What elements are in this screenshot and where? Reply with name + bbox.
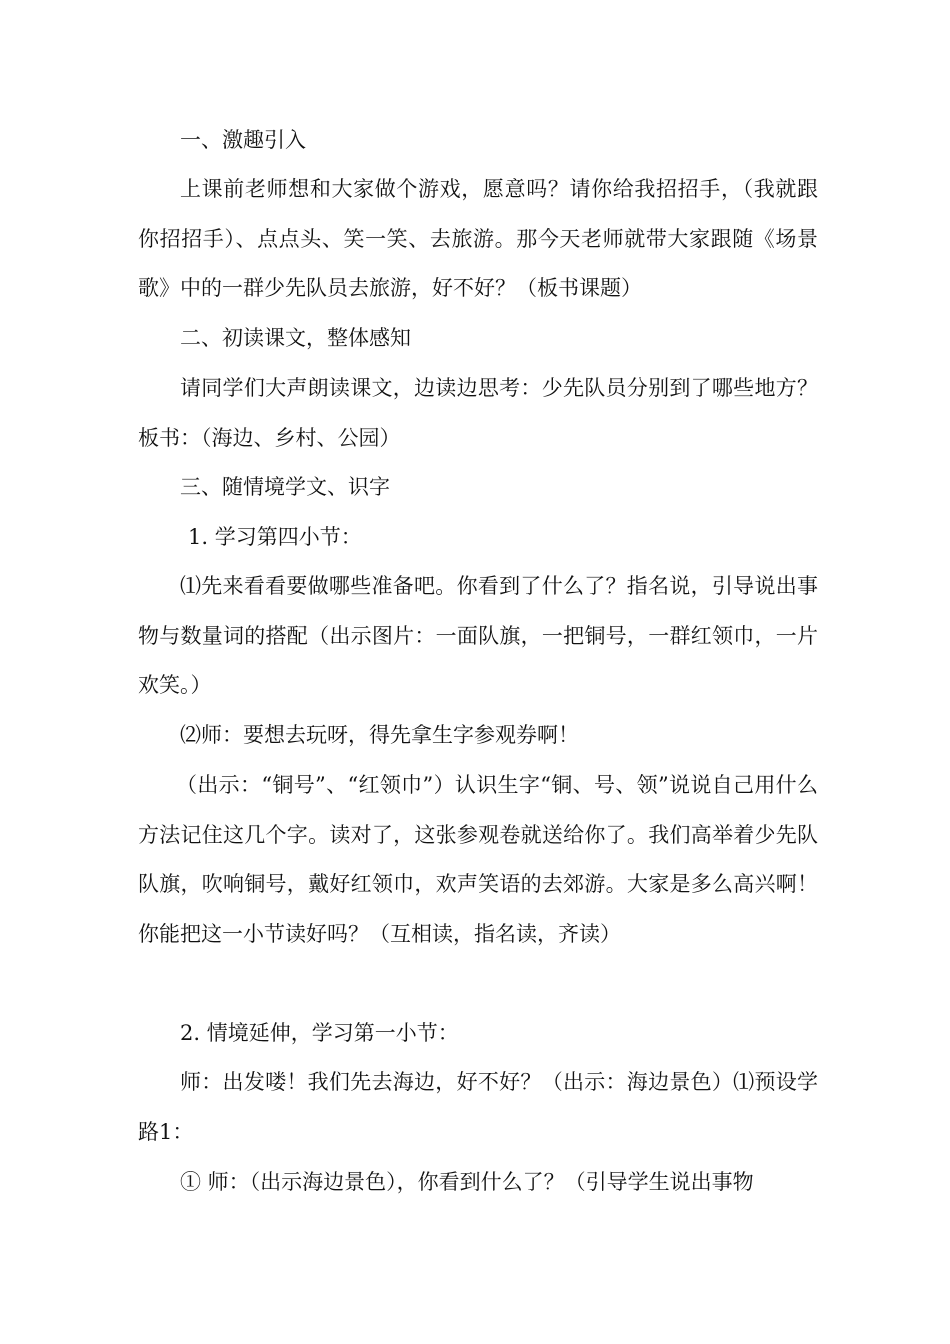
- paragraph-recognize-characters: （出示：“铜号”、“红领巾”）认识生字“铜、号、领”说说自己用什么方法记住这几个字。读对了，这张参观卷就送给你了。我们高举着少先队队旗，吹响铜号，戴好红领巾，欢声笑语的去郊游。大家是多么高兴啊！你能把这一小节读好吗？（互相读，指名读，齐读）: [138, 773, 818, 946]
- paragraph-seaside: 师：出发喽！我们先去海边，好不好？（出示：海边景色）⑴预设学路1：: [138, 1070, 818, 1144]
- subsection-heading-1: 1. 学习第四小节：: [188, 525, 362, 549]
- paragraph-step-2: ⑵师：要想去玩呀，得先拿生字参观券啊！: [180, 723, 579, 747]
- paragraph-step-1: ⑴先来看看要做哪些准备吧。你看到了什么了？指名说，引导说出事物与数量词的搭配（出示图片：一面队旗，一把铜号，一群红领巾，一片欢笑。）: [138, 574, 818, 697]
- paragraph-intro-game: 上课前老师想和大家做个游戏，愿意吗？请你给我招招手，（我就跟你招招手）、点点头、笑一笑、去旅游。那今天老师就带大家跟随《场景歌》中的一群少先队员去旅游，好不好？（板书课题）: [138, 177, 818, 300]
- section-heading-2: 二、初读课文，整体感知: [180, 326, 411, 350]
- subsection-heading-2: 2. 情境延伸，学习第一小节：: [180, 1021, 459, 1045]
- section-heading-3: 三、随情境学文、识字: [180, 475, 390, 499]
- paragraph-first-reading: 请同学们大声朗读课文，边读边思考：少先队员分别到了哪些地方？板书：（海边、乡村、公园）: [138, 376, 818, 450]
- paragraph-seaside-prompt: ① 师：（出示海边景色），你看到什么了？（引导学生说出事物: [180, 1170, 754, 1194]
- section-heading-1: 一、激趣引入: [180, 128, 306, 152]
